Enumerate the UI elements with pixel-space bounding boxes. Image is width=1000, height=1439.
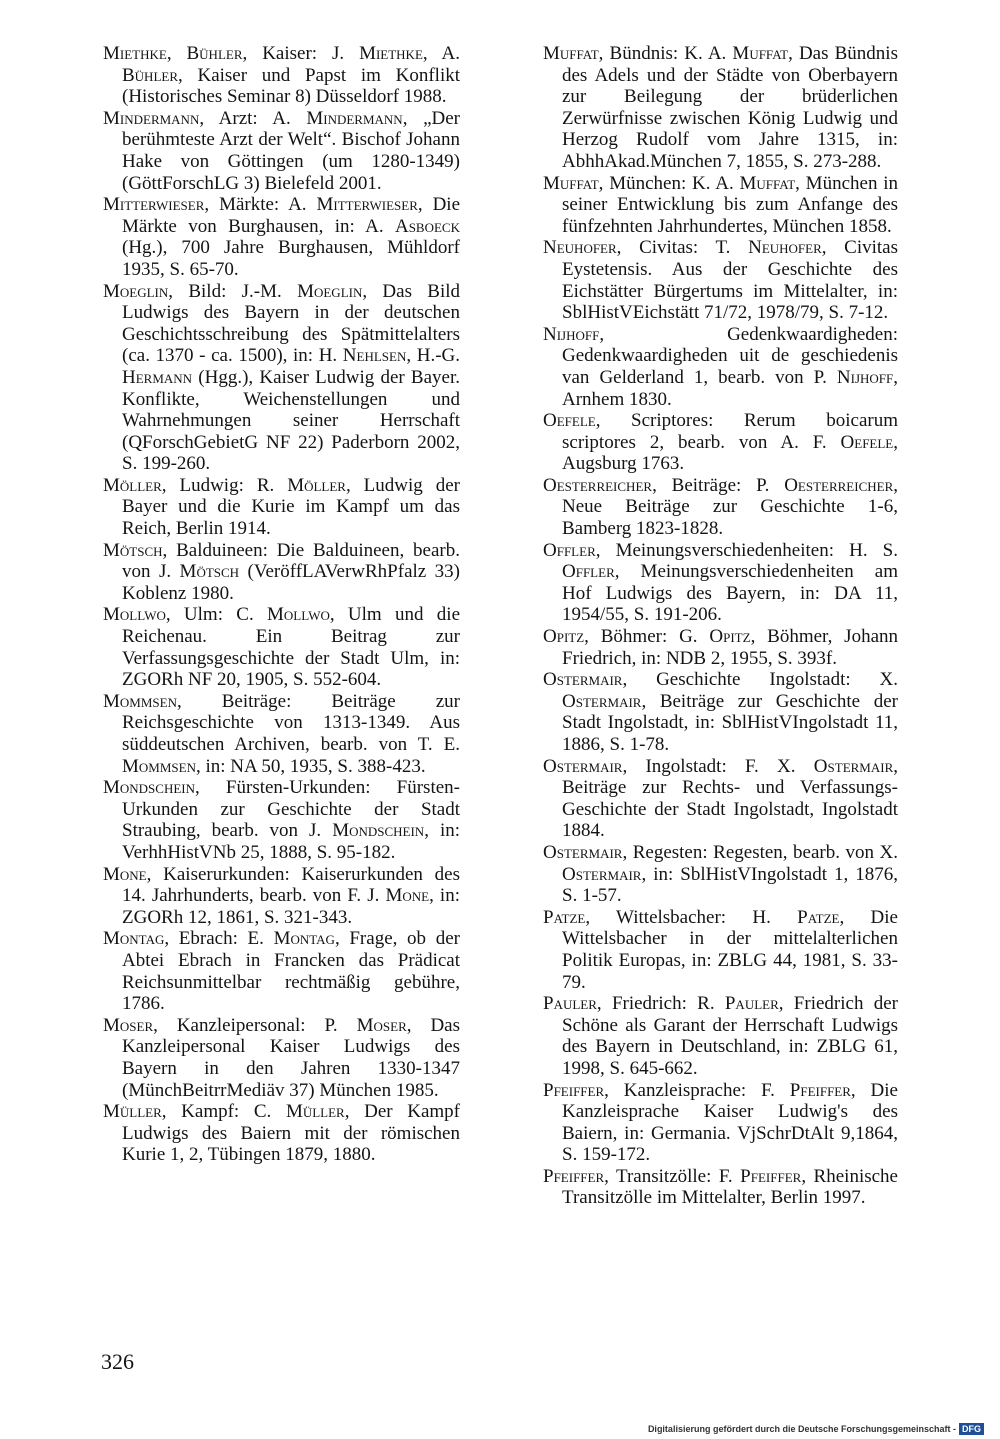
author-name: Pauler	[724, 993, 779, 1015]
entry-text: , Ulm und die Reichenau. Ein Beitrag zur Verfassungsgeschichte der Stadt Ulm, in: ZGORh NF 20, 1905, S. 552-604.	[122, 604, 460, 691]
entry-text: , Die Märkte von Burghausen, in: A.	[122, 194, 460, 237]
author-name: Mondschein	[332, 820, 425, 842]
entry-text: , Das Bündnis des Adels und der Städte von Oberbayern zur Beilegung der brüderlichen Zerwürfnisse zwischen König Ludwig und Herzog Rudolf vom Jahre 1315, in: AbhhAkad.München 7, 1855, S. 273-288.	[562, 43, 898, 172]
entry-text: , Ludwig der Bayer und die Kurie im Kampf um das Reich, Berlin 1914.	[122, 474, 461, 540]
author-name: Ostermair	[543, 841, 623, 863]
author-name: Mötsch	[103, 539, 163, 561]
entry-text: , Arzt: A.	[199, 107, 307, 129]
entry-text: (VeröffLAVerwRhPfalz 33) Koblenz 1980.	[122, 561, 460, 604]
author-name: Mone	[385, 885, 430, 907]
author-name: Ostermair	[562, 863, 642, 885]
bibliography-entry	[103, 1101, 460, 1166]
entry-text: , Meinungsverschiedenheiten am Hof Ludwigs des Bayern, in: DA 11, 1954/55, S. 191-206.	[562, 561, 898, 626]
entry-text: , Civitas: T.	[616, 237, 749, 259]
author-name: Nehlsen	[342, 345, 407, 367]
entry-text: , Fürsten-Urkunden: Fürsten-Urkunden zur Geschichte der Stadt Straubing, bearb. von J.	[122, 777, 460, 842]
author-name: Muffat	[732, 43, 789, 64]
entry-text: , Rheinische Transitzölle im Mittelalter, Berlin 1997.	[562, 1165, 898, 1209]
bibliography-entry	[543, 43, 898, 173]
author-name: Patze	[543, 906, 586, 928]
entry-text: , Neue Beiträge zur Geschichte 1-6, Bamberg 1823-1828.	[562, 474, 898, 540]
author-name: Mollwo	[267, 604, 330, 626]
entry-text: , in: NA 50, 1935, S. 388-423.	[195, 755, 426, 777]
author-name: Opitz	[709, 626, 751, 648]
bibliography-entry	[543, 626, 898, 669]
entry-text: , Kanzleipersonal: P.	[153, 1014, 357, 1036]
author-name: Mitterwieser	[103, 194, 205, 216]
entry-text: , Bild: J.-M.	[168, 280, 298, 302]
bibliography-entry	[543, 410, 898, 475]
author-name: Mitterwieser	[316, 194, 418, 216]
author-name: Oefele	[543, 410, 596, 432]
bibliography-entry	[103, 281, 460, 475]
author-name: Ostermair	[562, 690, 642, 712]
author-name: Opitz	[543, 626, 585, 648]
bibliography-entry	[103, 604, 460, 690]
author-name: Neuhofer	[543, 237, 617, 259]
author-name: Pfeiffer	[740, 1165, 802, 1187]
bibliography-entry	[543, 1166, 898, 1209]
author-name: Ostermair	[543, 755, 623, 777]
bibliography-entry	[543, 993, 898, 1079]
entry-text: , Augsburg 1763.	[562, 431, 898, 475]
author-name: Moser	[103, 1014, 154, 1036]
bibliography-entry	[543, 540, 898, 626]
bibliography-entry	[543, 756, 898, 842]
author-name: Pfeiffer	[543, 1165, 605, 1187]
entry-text: , in: VerhhHistVNb 25, 1888, S. 95-182.	[122, 820, 460, 863]
entry-text: , Der Kampf Ludwigs des Baiern mit der römischen Kurie 1, 2, Tübingen 1879, 1880.	[122, 1101, 460, 1166]
author-name: Mindermann	[103, 107, 200, 129]
author-name: Miethke	[359, 43, 423, 64]
bibliography-entry	[103, 864, 460, 929]
entry-text: , „Der berühmteste Arzt der Welt“. Bischof Johann Hake von Göttingen (um 1280-1349) (GöttForschLG 3) Bielefeld 2001.	[122, 107, 460, 194]
author-name: Mone	[103, 863, 147, 885]
entry-text: , Friedrich der Schöne als Garant der Herrschaft Ludwigs des Bayern in Deutschland, in: ZBLG 61, 1998, S. 645-662.	[562, 993, 898, 1079]
author-name: Bühler	[122, 64, 179, 86]
author-name: Mondschein	[103, 777, 196, 799]
entry-text: , Beiträge: P.	[652, 474, 785, 496]
author-name: Moser	[356, 1014, 407, 1036]
entry-text: , Ulm: C.	[165, 604, 267, 626]
author-name: Pauler	[543, 993, 597, 1015]
entry-text: , Arnhem 1830.	[562, 366, 898, 410]
footer-text: Digitalisierung gefördert durch die Deutsche Forschungsgemeinschaft -	[647, 1424, 956, 1434]
author-name: Mötsch	[179, 561, 240, 583]
bibliography-entry	[543, 237, 898, 323]
entry-text: , in: ZGORh 12, 1861, S. 321-343.	[122, 885, 460, 928]
bibliography-entry	[543, 324, 898, 410]
entry-text: , Gedenkwaardigheden: Gedenkwaardigheden uit de geschiedenis van Gelderland 1, bearb. von P.	[562, 323, 898, 388]
entry-text: , Beiträge: Beiträge zur Reichsgeschichte von 1313-1349. Aus süddeutschen Archiven, bearb. von T. E.	[122, 690, 460, 755]
entry-text: , Kaiser und Papst im Konflikt (Historisches Seminar 8) Düsseldorf 1988.	[122, 64, 460, 108]
dfg-logo-icon: DFG	[959, 1423, 984, 1435]
bibliography-entry	[103, 108, 460, 194]
bibliography-entry	[103, 1015, 460, 1101]
entry-text: , Meinungsverschiedenheiten: H. S.	[595, 539, 898, 561]
author-name: Pfeiffer	[543, 1079, 605, 1101]
footer	[648, 1421, 984, 1437]
author-name: Hermann	[122, 366, 193, 388]
entry-text: , Balduineen: Die Balduineen, bearb. von J.	[122, 539, 460, 583]
entry-text: , Frage, ob der Abtei Ebrach in Francken das Prädicat Reichsunmittelbar rechtmäßig gebühre, 1786.	[122, 928, 460, 1015]
entry-text: , Civitas Eystetensis. Aus der Geschichte des Eichstätter Bürgertums im Mittelalter, in: SblHistVEichstätt 71/72, 1978/79, S. 7-12.	[562, 237, 899, 324]
entry-text: , Die Kanzleisprache Kaiser Ludwig's des Baiern, in: Germania. VjSchrDtAlt 9,1864, S. 159-172.	[562, 1079, 898, 1166]
entry-text: , Märkte: A.	[204, 194, 317, 216]
author-name: Neuhofer	[748, 237, 822, 259]
bibliography-entry	[543, 842, 898, 907]
bibliography-entry	[543, 669, 898, 755]
author-name: Müller	[103, 1101, 162, 1123]
bibliography-entry	[103, 475, 460, 540]
entry-text: , Regesten: Regesten, bearb. von X.	[622, 841, 898, 863]
entry-text: , Wittelsbacher: H.	[585, 906, 798, 928]
bibliography-entry	[103, 43, 460, 108]
author-name: Offler	[562, 561, 615, 583]
entry-text: , Ludwig: R.	[161, 474, 288, 496]
entry-text: , Friedrich: R.	[596, 993, 725, 1015]
author-name: Muffat	[739, 172, 796, 194]
entry-text: , Bündnis: K. A.	[598, 43, 733, 64]
entry-text: , Beiträge zur Rechts- und Verfassungs-Geschichte der Stadt Ingolstadt, Ingolstadt 1884.	[562, 755, 898, 842]
page-number: 326	[101, 1349, 134, 1374]
author-name: Montag	[103, 928, 165, 950]
bibliography-entry	[543, 1080, 898, 1166]
author-name: Mommsen	[122, 755, 196, 777]
author-name: Müller	[285, 1101, 345, 1123]
author-name: Ostermair	[813, 755, 894, 777]
author-name: Muffat	[543, 43, 599, 64]
entry-text: , Geschichte Ingolstadt: X.	[622, 669, 898, 691]
author-name: Miethke, Bühler	[103, 43, 243, 64]
author-name: Muffat	[543, 172, 599, 194]
entry-text: , Das Kanzleipersonal Kaiser Ludwigs des Bayern in den Jahren 1330-1347 (MünchBeitrrMediäv 37) München 1985.	[122, 1014, 460, 1101]
right-column	[543, 43, 898, 1209]
author-name: Nijhoff	[543, 323, 600, 345]
bibliography-entry	[543, 475, 898, 540]
bibliography-entry	[103, 928, 460, 1014]
author-name: Ostermair	[543, 669, 623, 691]
entry-text: , Transitzölle: F.	[604, 1165, 741, 1187]
entry-text: , Das Bild Ludwigs des Bayern in der deutschen Geschichtsschreibung des Spätmittelalters (ca. 1370 - ca. 1500), in: H.	[122, 280, 461, 367]
author-name: Pfeiffer	[789, 1079, 851, 1101]
author-name: Offler	[543, 539, 596, 561]
author-name: Oesterreicher	[784, 474, 894, 496]
author-name: Möller	[103, 474, 162, 496]
entry-text: , Böhmer, Johann Friedrich, in: NDB 2, 1955, S. 393f.	[562, 626, 899, 669]
entry-text: (Hg.), 700 Jahre Burghausen, Mühldorf 1935, S. 65-70.	[122, 237, 460, 280]
entry-text: , Kaiser: J.	[242, 43, 360, 64]
author-name: Oefele	[840, 431, 894, 453]
entry-text: , München in seiner Entwicklung bis zum Anfange des fünfzehnten Jahrhundertes, München 1858.	[562, 172, 899, 237]
author-name: Asboeck	[394, 215, 460, 237]
author-name: Möller	[287, 474, 346, 496]
left-column	[103, 43, 460, 1166]
entry-text: , München: K. A.	[598, 172, 740, 194]
author-name: Nijhoff	[836, 366, 894, 388]
author-name: Patze	[797, 906, 840, 928]
entry-text: , Böhmer: G.	[584, 626, 710, 648]
bibliography-entry	[103, 777, 460, 863]
entry-text: , Ebrach: E.	[164, 928, 274, 950]
entry-text: , in: SblHistVIngolstadt 1, 1876, S. 1-57.	[562, 863, 898, 907]
entry-text: , Scriptores: Rerum boicarum scriptores 2, bearb. von A. F.	[562, 410, 898, 453]
entry-text: , Die Wittelsbacher in der mittelalterlichen Politik Europas, in: ZBLG 44, 1981, S. 33-79.	[562, 906, 898, 993]
entry-text: , Kaiserurkunden: Kaiserurkunden des 14. Jahrhunderts, bearb. von F. J.	[122, 863, 460, 907]
bibliography-entry	[103, 194, 460, 280]
entry-text: , Beiträge zur Geschichte der Stadt Ingolstadt, in: SblHistVIngolstadt 11, 1886, S. 1-78.	[562, 690, 898, 755]
author-name: Mommsen	[103, 690, 177, 712]
entry-text: , H.-G.	[406, 345, 460, 367]
entry-text: , Kanzleisprache: F.	[604, 1079, 790, 1101]
entry-text: , Ingolstadt: F. X.	[622, 755, 814, 777]
bibliography-entry	[543, 907, 898, 993]
entry-text: (Hgg.), Kaiser Ludwig der Bayer. Konflikte, Weichenstellungen und Wahrnehmungen seiner Herrschaft (QForschGebietG NF 22) Paderborn 2002, S. 199-260.	[122, 366, 460, 475]
author-name: Moeglin	[297, 280, 363, 302]
bibliography-entry	[103, 540, 460, 605]
author-name: Mollwo	[103, 604, 166, 626]
bibliography-entry	[543, 173, 898, 238]
author-name: Montag	[273, 928, 335, 950]
author-name: Mindermann	[306, 107, 403, 129]
author-name: Moeglin	[103, 280, 169, 302]
author-name: Oesterreicher	[543, 474, 653, 496]
entry-text: , Kampf: C.	[161, 1101, 286, 1123]
bibliography-entry	[103, 691, 460, 777]
entry-text: , A.	[422, 43, 460, 64]
